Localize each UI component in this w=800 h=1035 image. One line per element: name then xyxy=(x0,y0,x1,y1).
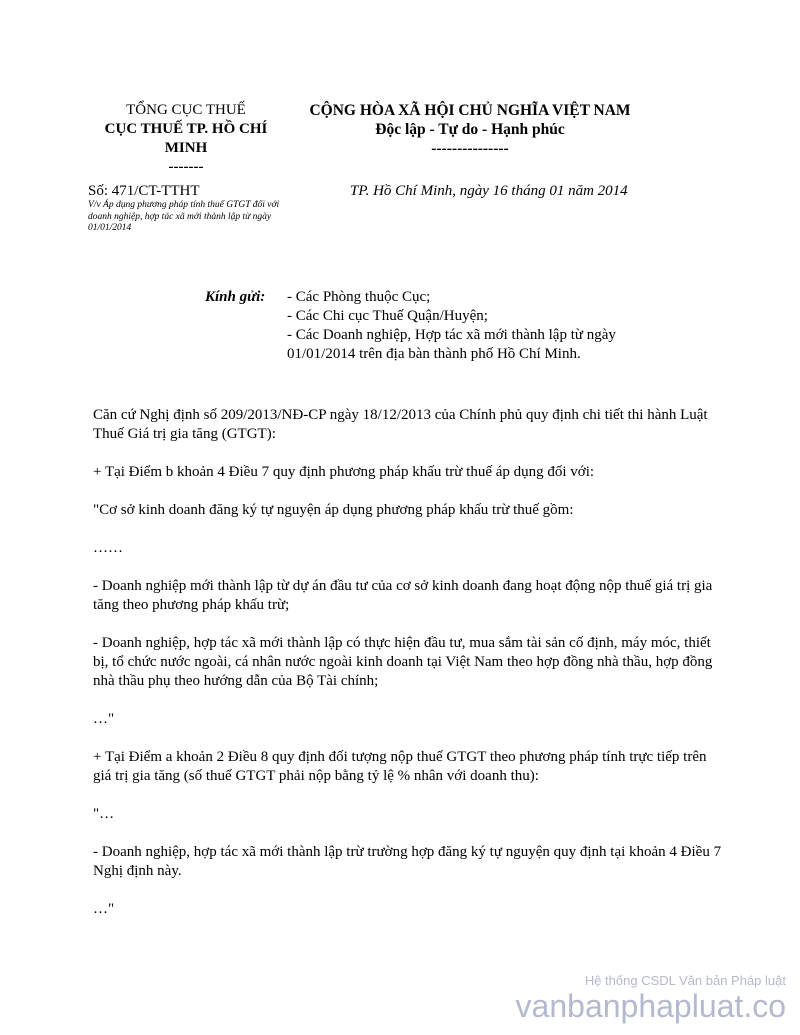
recipient-item: - Các Doanh nghiệp, Hợp tác xã mới thành lập từ ngày 01/01/2014 trên địa bàn thành phố Hồ Chí Minh. xyxy=(287,327,616,362)
body-paragraph: Căn cứ Nghị định số 209/2013/NĐ-CP ngày 18/12/2013 của Chính phủ quy định chi tiết thi hành Luật Thuế Giá trị gia tăng (GTGT): xyxy=(93,407,708,442)
body-paragraph: + Tại Điểm b khoản 4 Điều 7 quy định phương pháp khấu trừ thuế áp dụng đối với: xyxy=(93,464,595,480)
agency-name: TỔNG CỤC THUẾ xyxy=(126,102,246,118)
body-paragraph: …… xyxy=(93,540,123,556)
body-paragraph: …" xyxy=(93,901,115,917)
office-name: CỤC THUẾ TP. HỒ CHÍ MINH xyxy=(104,121,268,156)
watermark-site: vanbanphapluat.co xyxy=(515,988,786,1024)
nation-header xyxy=(290,101,650,158)
body-paragraph: + Tại Điểm a khoản 2 Điều 8 quy định đối tượng nộp thuế GTGT theo phương pháp tính trực tiếp trên giá trị gia tăng (số thuế GTGT phải nộp bằng tỷ lệ % nhân với doanh thu): xyxy=(93,749,707,784)
body-paragraph: …" xyxy=(93,711,115,727)
watermark xyxy=(516,973,786,1023)
body-paragraph: "… xyxy=(93,806,115,822)
issuer-header xyxy=(88,101,284,177)
document-subject: V/v Áp dụng phương pháp tính thuế GTGT đối với doanh nghiệp, hợp tác xã mới thành lập từ ngày 01/01/2014 xyxy=(88,200,280,233)
watermark-caption: Hệ thống CSDL Văn bản Pháp luật xyxy=(584,973,786,988)
body-paragraph: - Doanh nghiệp, hợp tác xã mới thành lập có thực hiện đầu tư, mua sắm tài sản cố định, máy móc, thiết bị, tổ chức nước ngoài, cá nhân nước ngoài kinh doanh tại Việt Nam theo hợp đồng nhà thầu, hợp đồng nhà thầu phụ theo hướng dẫn của Bộ Tài chính; xyxy=(93,635,713,689)
nation-motto: Độc lập - Tự do - Hạnh phúc xyxy=(375,121,565,138)
document-date: TP. Hồ Chí Minh, ngày 16 tháng 01 năm 2014 xyxy=(350,183,628,199)
nation-divider: --------------- xyxy=(431,140,509,157)
body-paragraph: - Doanh nghiệp, hợp tác xã mới thành lập trừ trường hợp đăng ký tự nguyện quy định tại khoản 4 Điều 7 Nghị định này. xyxy=(93,844,722,879)
document-number: Số: 471/CT-TTHT xyxy=(88,183,200,199)
recipient-item: - Các Phòng thuộc Cục; xyxy=(287,289,431,305)
body-paragraph: "Cơ sở kinh doanh đăng ký tự nguyện áp dụng phương pháp khấu trừ thuế gồm: xyxy=(93,502,574,518)
recipient-item: - Các Chi cục Thuế Quận/Huyện; xyxy=(287,308,488,324)
recipients-label: Kính gửi: xyxy=(205,289,266,305)
document-body xyxy=(93,406,725,919)
body-paragraph: - Doanh nghiệp mới thành lập từ dự án đầu tư của cơ sở kinh doanh đang hoạt động nộp thuế giá trị gia tăng theo phương pháp khấu trừ; xyxy=(93,578,713,613)
recipients-list xyxy=(287,288,667,364)
issuer-divider: ------- xyxy=(168,159,204,175)
nation-name: CỘNG HÒA XÃ HỘI CHỦ NGHĨA VIỆT NAM xyxy=(309,102,631,119)
